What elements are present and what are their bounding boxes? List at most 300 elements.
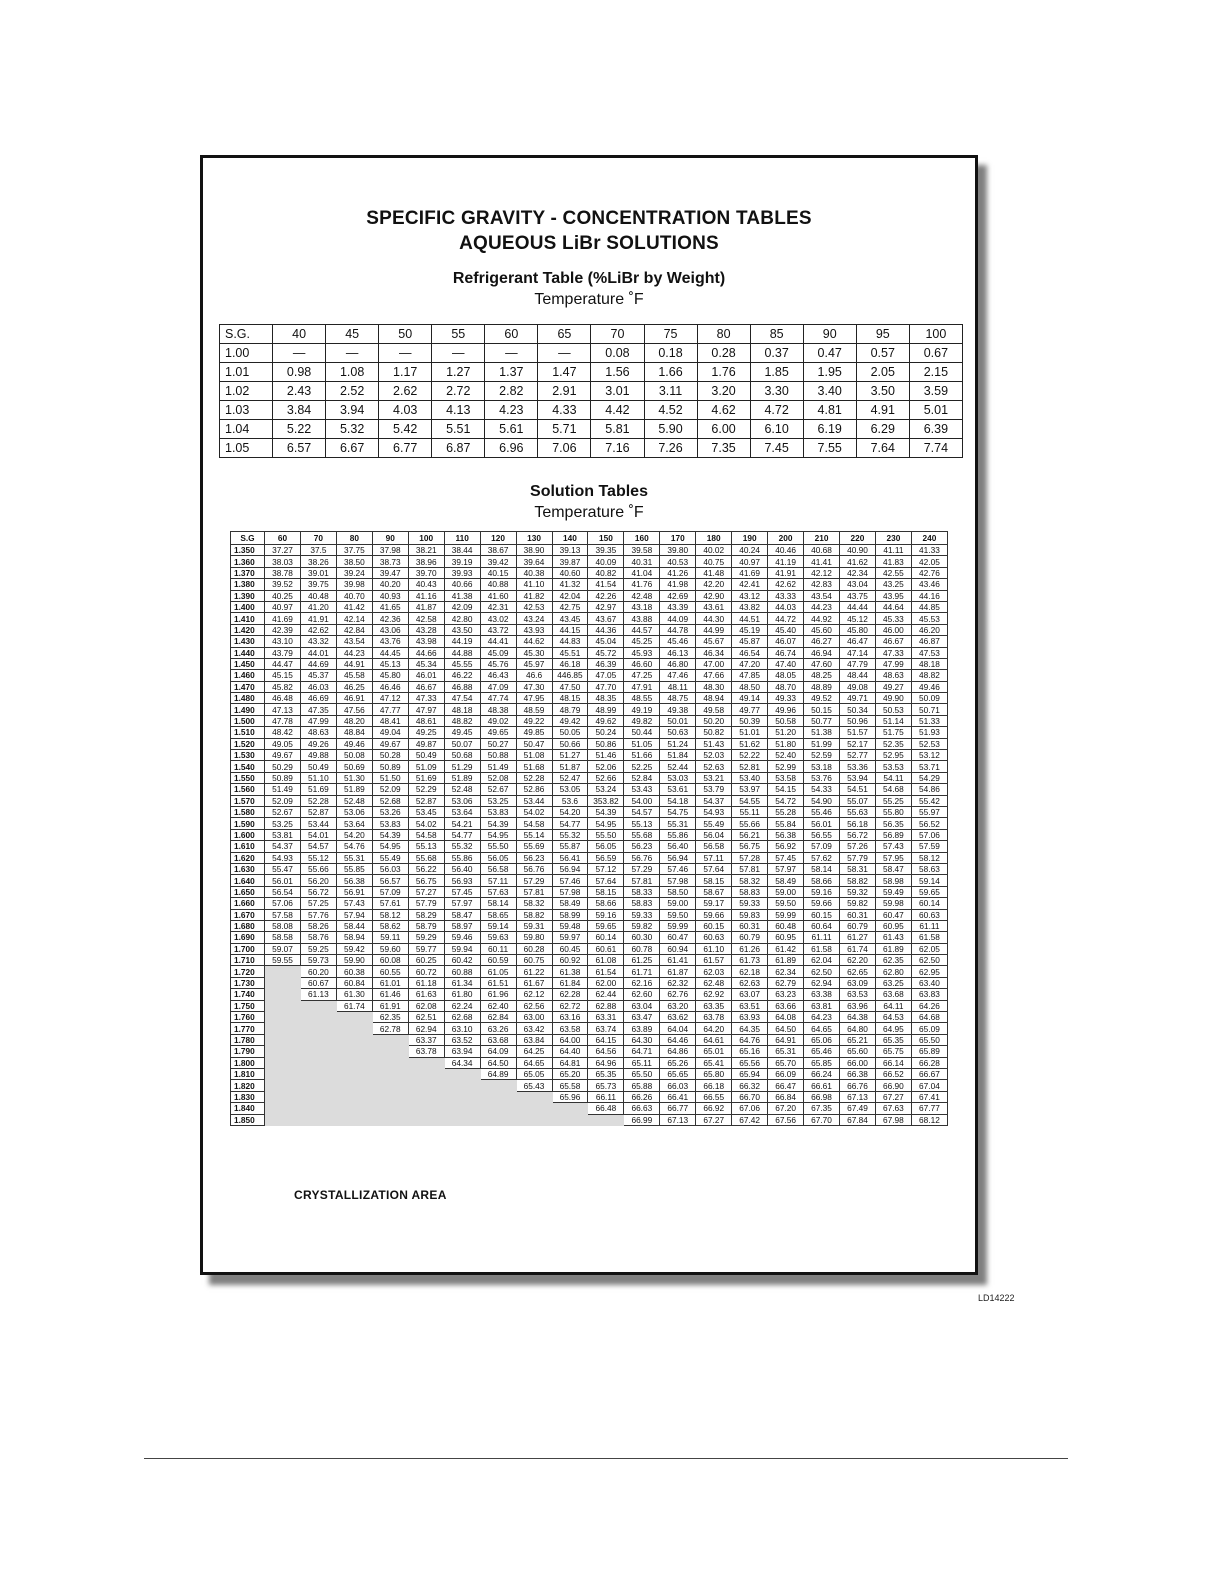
specific-gravity-cell: 1.02 [220,382,273,401]
concentration-cell: 43.28 [408,624,444,635]
table-row [231,1091,948,1102]
concentration-cell: 50.77 [804,715,840,726]
concentration-cell: 49.26 [300,738,336,749]
concentration-cell: 51.80 [768,738,804,749]
concentration-cell [408,1114,444,1125]
concentration-cell [300,1080,336,1091]
concentration-cell: 67.06 [732,1103,768,1114]
concentration-cell: 60.15 [804,909,840,920]
concentration-cell: 54.93 [265,852,301,863]
concentration-cell: 51.57 [840,727,876,738]
concentration-cell [372,1057,408,1068]
concentration-cell: 62.35 [372,1012,408,1023]
concentration-cell: 53.6 [552,795,588,806]
concentration-cell: 2.91 [538,382,591,401]
concentration-cell: 58.32 [732,875,768,886]
concentration-cell: 46.00 [875,624,911,635]
concentration-cell: 46.74 [768,647,804,658]
concentration-cell: 1.17 [379,363,432,382]
concentration-cell: 61.34 [444,977,480,988]
concentration-cell: 40.90 [840,545,876,556]
concentration-cell: 7.16 [591,439,644,458]
concentration-cell: 47.20 [732,658,768,669]
concentration-cell: 56.52 [911,818,947,829]
concentration-cell: — [432,344,485,363]
concentration-cell: 59.66 [804,898,840,909]
concentration-cell: 52.95 [875,750,911,761]
concentration-cell: 65.06 [804,1034,840,1045]
concentration-cell: 53.64 [444,806,480,817]
concentration-cell: 64.38 [840,1012,876,1023]
concentration-cell: 48.82 [911,670,947,681]
concentration-cell: 51.50 [372,772,408,783]
concentration-cell: 57.94 [336,909,372,920]
concentration-cell: 57.62 [804,852,840,863]
concentration-cell: 62.63 [732,977,768,988]
concentration-cell: 58.14 [480,898,516,909]
concentration-cell: 41.32 [552,579,588,590]
refrigerant-header-cell: 75 [644,325,697,344]
concentration-cell: 41.26 [660,567,696,578]
concentration-cell: 63.68 [480,1034,516,1045]
concentration-cell: 47.66 [696,670,732,681]
concentration-cell: 43.06 [372,624,408,635]
concentration-cell: 48.41 [372,715,408,726]
concentration-cell: 49.62 [588,715,624,726]
concentration-cell: 38.78 [265,567,301,578]
solution-header-cell: 180 [696,532,732,545]
concentration-cell: 51.49 [265,784,301,795]
concentration-cell: 49.08 [840,681,876,692]
concentration-cell: 47.78 [265,715,301,726]
concentration-cell: 61.42 [768,943,804,954]
concentration-cell: 47.77 [372,704,408,715]
concentration-cell: 50.29 [265,761,301,772]
concentration-cell: 4.23 [485,401,538,420]
concentration-cell: 65.70 [768,1057,804,1068]
concentration-cell: 59.49 [875,886,911,897]
concentration-cell: 59.60 [372,943,408,954]
concentration-cell: 48.82 [444,715,480,726]
solution-header-cell: 70 [300,532,336,545]
concentration-cell: 57.95 [875,852,911,863]
concentration-cell: 48.94 [696,693,732,704]
concentration-cell: 55.14 [516,829,552,840]
concentration-cell: 57.12 [588,863,624,874]
concentration-cell: 66.84 [768,1091,804,1102]
concentration-cell: 56.54 [265,886,301,897]
specific-gravity-cell: 1.430 [231,636,265,647]
concentration-cell: 45.72 [588,647,624,658]
concentration-cell: 66.14 [875,1057,911,1068]
concentration-cell: 66.99 [624,1114,660,1125]
concentration-cell: 51.69 [300,784,336,795]
concentration-cell: 44.66 [408,647,444,658]
concentration-cell: 44.36 [588,624,624,635]
concentration-cell: 63.96 [840,1000,876,1011]
concentration-cell: 62.50 [804,966,840,977]
concentration-cell: 61.01 [372,977,408,988]
concentration-cell: 59.14 [480,920,516,931]
concentration-cell: 48.25 [804,670,840,681]
refrigerant-temperature-label: Temperature ˚F [534,291,644,308]
table-row [231,932,948,943]
concentration-cell: 62.79 [768,977,804,988]
concentration-cell [300,1000,336,1011]
concentration-cell: 46.03 [300,681,336,692]
concentration-cell: 51.30 [336,772,372,783]
concentration-cell: 59.29 [408,932,444,943]
concentration-cell: 42.69 [660,590,696,601]
concentration-cell: 45.13 [372,658,408,669]
concentration-cell [372,1091,408,1102]
concentration-cell: 61.13 [300,989,336,1000]
concentration-cell: 63.23 [768,989,804,1000]
concentration-cell: 0.47 [803,344,856,363]
concentration-cell: 59.25 [300,943,336,954]
concentration-cell: 57.64 [696,863,732,874]
concentration-cell: 67.63 [875,1103,911,1114]
concentration-cell: 53.53 [875,761,911,772]
concentration-cell: 40.75 [696,556,732,567]
concentration-cell: 57.76 [300,909,336,920]
concentration-cell: 1.08 [326,363,379,382]
concentration-cell: 42.05 [911,556,947,567]
concentration-cell: 50.49 [300,761,336,772]
concentration-cell: 65.60 [840,1046,876,1057]
concentration-cell: 63.62 [660,1012,696,1023]
concentration-cell: 44.92 [804,613,840,624]
concentration-cell: 64.71 [624,1046,660,1057]
concentration-cell: 66.09 [768,1068,804,1079]
concentration-cell: 41.82 [516,590,552,601]
concentration-cell: 63.52 [444,1034,480,1045]
concentration-cell: 54.95 [480,829,516,840]
concentration-cell: 55.49 [372,852,408,863]
concentration-cell: 64.15 [588,1034,624,1045]
concentration-cell: 48.44 [840,670,876,681]
concentration-cell: 45.67 [696,636,732,647]
specific-gravity-cell: 1.500 [231,715,265,726]
concentration-cell: 57.25 [300,898,336,909]
concentration-cell: 65.88 [624,1080,660,1091]
concentration-cell: 59.99 [660,920,696,931]
concentration-cell: 59.55 [265,955,301,966]
table-row [220,382,963,401]
concentration-cell: 64.65 [804,1023,840,1034]
concentration-cell: 54.95 [372,841,408,852]
concentration-cell: 54.95 [588,818,624,829]
table-row [231,852,948,863]
concentration-cell: 55.68 [624,829,660,840]
concentration-cell: 56.59 [588,852,624,863]
concentration-cell: 39.01 [300,567,336,578]
concentration-cell: 62.48 [696,977,732,988]
concentration-cell: 52.29 [408,784,444,795]
solution-table-body [231,545,948,1126]
concentration-cell: 56.35 [875,818,911,829]
concentration-cell: 51.08 [516,750,552,761]
concentration-cell: 6.19 [803,420,856,439]
concentration-cell [444,1091,480,1102]
concentration-cell: 63.10 [444,1023,480,1034]
concentration-cell: 52.47 [552,772,588,783]
concentration-cell: 59.77 [408,943,444,954]
concentration-cell: 58.47 [875,863,911,874]
concentration-cell: 47.35 [300,704,336,715]
concentration-cell: 55.86 [444,852,480,863]
specific-gravity-cell: 1.350 [231,545,265,556]
concentration-cell: 43.50 [444,624,480,635]
concentration-cell [552,1103,588,1114]
concentration-cell: 41.19 [768,556,804,567]
table-row [231,806,948,817]
concentration-cell: 56.93 [444,875,480,886]
concentration-cell: 54.72 [768,795,804,806]
concentration-cell: 54.02 [516,806,552,817]
concentration-cell: 53.24 [588,784,624,795]
concentration-cell: 58.49 [552,898,588,909]
table-row [231,647,948,658]
concentration-cell: 39.58 [624,545,660,556]
specific-gravity-cell: 1.750 [231,1000,265,1011]
concentration-cell: 41.11 [875,545,911,556]
concentration-cell: 446.85 [552,670,588,681]
concentration-cell: 48.18 [444,704,480,715]
concentration-cell: 47.54 [444,693,480,704]
concentration-cell: 44.41 [480,636,516,647]
concentration-cell: 53.97 [732,784,768,795]
concentration-cell: 64.40 [552,1046,588,1057]
concentration-cell: 49.67 [372,738,408,749]
concentration-cell: 56.92 [768,841,804,852]
concentration-cell: 43.04 [840,579,876,590]
concentration-cell: 64.68 [911,1012,947,1023]
concentration-cell: 59.94 [444,943,480,954]
table-row [220,344,963,363]
concentration-cell: 51.62 [732,738,768,749]
concentration-cell: 62.04 [804,955,840,966]
concentration-cell: 57.29 [624,863,660,874]
concentration-cell: 56.05 [480,852,516,863]
refrigerant-header-cell: 90 [803,325,856,344]
refrigerant-table-title: Refrigerant Table (%LiBr by Weight) [452,270,726,287]
concentration-cell: 46.18 [552,658,588,669]
figure-code: LD14222 [978,1293,1015,1303]
footer-divider [144,1458,1068,1459]
concentration-cell [265,1000,301,1011]
table-row [231,955,948,966]
concentration-cell: 45.58 [336,670,372,681]
concentration-cell: 58.63 [911,863,947,874]
concentration-cell: 45.40 [768,624,804,635]
concentration-cell: 50.15 [804,704,840,715]
concentration-cell: 49.52 [804,693,840,704]
concentration-cell: 54.00 [624,795,660,806]
concentration-cell: 54.57 [624,806,660,817]
specific-gravity-cell: 1.550 [231,772,265,783]
concentration-cell: 44.16 [911,590,947,601]
concentration-cell: 59.31 [516,920,552,931]
concentration-cell: 65.11 [624,1057,660,1068]
specific-gravity-cell: 1.630 [231,863,265,874]
concentration-cell: 39.42 [480,556,516,567]
concentration-cell: 51.46 [588,750,624,761]
concentration-cell: 65.43 [516,1080,552,1091]
concentration-cell: 63.47 [624,1012,660,1023]
concentration-cell: 42.75 [552,601,588,612]
concentration-cell: 50.49 [408,750,444,761]
concentration-cell: 47.97 [408,704,444,715]
concentration-cell: 38.44 [444,545,480,556]
concentration-cell: 7.55 [803,439,856,458]
concentration-cell [444,1114,480,1125]
concentration-cell: 61.41 [660,955,696,966]
concentration-cell: 56.40 [444,863,480,874]
concentration-cell: 62.68 [444,1012,480,1023]
concentration-cell: 46.67 [875,636,911,647]
concentration-cell [588,1114,624,1125]
concentration-cell: 50.27 [480,738,516,749]
concentration-cell: 64.30 [624,1034,660,1045]
concentration-cell: 57.45 [444,886,480,897]
concentration-cell: 59.32 [840,886,876,897]
concentration-cell: 44.72 [768,613,804,624]
concentration-cell: 3.40 [803,382,856,401]
concentration-cell: 43.88 [624,613,660,624]
table-row [231,1057,948,1068]
concentration-cell: 47.50 [552,681,588,692]
concentration-cell: 54.90 [804,795,840,806]
concentration-cell: 59.97 [552,932,588,943]
concentration-cell: 3.11 [644,382,697,401]
concentration-cell: 66.38 [840,1068,876,1079]
concentration-cell: 59.98 [875,898,911,909]
concentration-cell: 50.05 [552,727,588,738]
concentration-cell: 57.61 [372,898,408,909]
concentration-cell: 50.89 [265,772,301,783]
concentration-cell: 56.22 [408,863,444,874]
concentration-cell: 58.12 [372,909,408,920]
concentration-cell: 60.31 [840,909,876,920]
concentration-cell: 50.89 [372,761,408,772]
solution-header-cell: 240 [911,532,947,545]
concentration-cell [300,1023,336,1034]
concentration-cell: 66.47 [768,1080,804,1091]
concentration-cell: 51.14 [875,715,911,726]
concentration-cell: 7.74 [909,439,962,458]
concentration-cell: 353.82 [588,795,624,806]
concentration-cell: 56.91 [336,886,372,897]
concentration-cell: 47.12 [372,693,408,704]
refrigerant-header-cell: 55 [432,325,485,344]
table-row [231,545,948,556]
concentration-cell: 62.34 [768,966,804,977]
concentration-cell: 46.47 [840,636,876,647]
concentration-cell: 44.83 [552,636,588,647]
concentration-cell: 64.56 [588,1046,624,1057]
concentration-cell: 64.20 [696,1023,732,1034]
concentration-cell: 58.66 [588,898,624,909]
concentration-cell: 0.98 [273,363,326,382]
concentration-cell: 45.80 [372,670,408,681]
concentration-cell: 49.45 [444,727,480,738]
concentration-cell: 64.50 [768,1023,804,1034]
concentration-cell: 58.67 [696,886,732,897]
concentration-cell: 41.10 [516,579,552,590]
concentration-cell: 60.47 [875,909,911,920]
concentration-cell: 64.91 [768,1034,804,1045]
concentration-cell: 65.16 [732,1046,768,1057]
concentration-cell: 44.57 [624,624,660,635]
concentration-cell: 65.50 [911,1034,947,1045]
concentration-cell: 40.60 [552,567,588,578]
concentration-cell: 51.93 [911,727,947,738]
concentration-cell: 54.37 [265,841,301,852]
concentration-cell: 64.86 [660,1046,696,1057]
concentration-cell: 53.94 [840,772,876,783]
concentration-cell: 59.14 [911,875,947,886]
concentration-cell: 49.42 [552,715,588,726]
concentration-cell: 41.83 [875,556,911,567]
concentration-cell: 50.71 [911,704,947,715]
concentration-cell [300,1114,336,1125]
concentration-cell: 57.29 [516,875,552,886]
concentration-cell: 55.87 [552,841,588,852]
concentration-cell: 50.09 [911,693,947,704]
refrigerant-header-cell: 65 [538,325,591,344]
concentration-cell: 66.41 [660,1091,696,1102]
specific-gravity-cell: 1.380 [231,579,265,590]
solution-header-row [231,532,948,545]
table-row [231,966,948,977]
concentration-cell: 42.58 [408,613,444,624]
concentration-cell [300,1034,336,1045]
specific-gravity-cell: 1.04 [220,420,273,439]
concentration-cell: 59.50 [768,898,804,909]
refrigerant-header-cell: 60 [485,325,538,344]
concentration-cell: 45.97 [516,658,552,669]
concentration-cell: 41.91 [300,613,336,624]
concentration-cell: 55.12 [300,852,336,863]
concentration-cell: 51.69 [408,772,444,783]
concentration-cell: 41.62 [840,556,876,567]
concentration-cell: 39.80 [660,545,696,556]
concentration-cell: 58.44 [336,920,372,931]
specific-gravity-cell: 1.03 [220,401,273,420]
concentration-cell: 60.67 [300,977,336,988]
concentration-cell: 47.91 [624,681,660,692]
concentration-cell: 45.04 [588,636,624,647]
concentration-cell: 43.95 [875,590,911,601]
concentration-cell: 54.75 [660,806,696,817]
concentration-cell: 59.80 [516,932,552,943]
concentration-cell: 66.61 [804,1080,840,1091]
concentration-cell: 44.01 [300,647,336,658]
concentration-cell: 60.88 [444,966,480,977]
concentration-cell: 0.67 [909,344,962,363]
specific-gravity-cell: 1.650 [231,886,265,897]
concentration-cell: 7.06 [538,439,591,458]
concentration-cell: 57.79 [408,898,444,909]
concentration-cell: 55.66 [300,863,336,874]
concentration-cell: 59.50 [660,909,696,920]
concentration-cell [408,1068,444,1079]
concentration-cell: 65.73 [588,1080,624,1091]
concentration-cell [336,1057,372,1068]
concentration-cell [265,977,301,988]
concentration-cell: 40.38 [516,567,552,578]
